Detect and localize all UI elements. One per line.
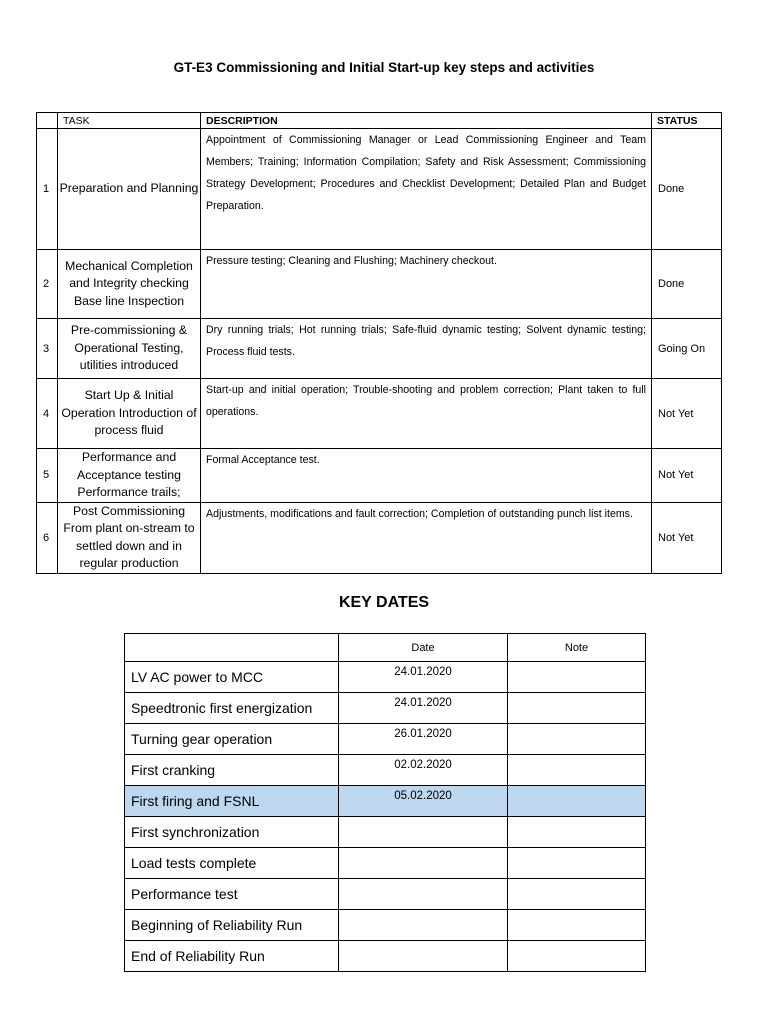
milestone-label: First firing and FSNL (125, 786, 339, 817)
task-description: Pressure testing; Cleaning and Flushing; Machinery checkout. (201, 250, 652, 319)
table-row (125, 817, 646, 848)
milestone-note (508, 755, 646, 786)
milestone-note (508, 817, 646, 848)
milestone-date: 02.02.2020 (339, 755, 508, 786)
tasks-header-row (37, 113, 722, 129)
table-row (37, 502, 722, 573)
milestone-date (339, 848, 508, 879)
task-number: 3 (37, 319, 58, 379)
task-number: 5 (37, 449, 58, 503)
milestone-note (508, 724, 646, 755)
table-row (125, 724, 646, 755)
milestone-label: End of Reliability Run (125, 941, 339, 972)
header-status: STATUS (652, 113, 722, 129)
table-row (125, 755, 646, 786)
task-name: Performance and Acceptance testing Performance trails; (58, 449, 201, 503)
milestone-note (508, 910, 646, 941)
key-dates-table (124, 633, 646, 972)
task-description: Dry running trials; Hot running trials; Safe-fluid dynamic testing; Solvent dynamic testing; Process fluid tests. (201, 319, 652, 379)
table-row (125, 786, 646, 817)
header-note: Note (508, 634, 646, 662)
milestone-date (339, 817, 508, 848)
task-number: 2 (37, 250, 58, 319)
milestone-label: Beginning of Reliability Run (125, 910, 339, 941)
task-number: 6 (37, 502, 58, 573)
milestone-date: 24.01.2020 (339, 693, 508, 724)
milestone-label: First synchronization (125, 817, 339, 848)
milestone-note (508, 879, 646, 910)
table-row (37, 250, 722, 319)
key-dates-title: KEY DATES (338, 594, 430, 611)
table-row (37, 379, 722, 449)
task-name: Pre-commissioning & Operational Testing, utilities introduced (58, 319, 201, 379)
milestone-date: 24.01.2020 (339, 662, 508, 693)
task-status: Going On (652, 319, 722, 379)
milestone-date: 26.01.2020 (339, 724, 508, 755)
milestone-label: Speedtronic first energization (125, 693, 339, 724)
milestone-note (508, 786, 646, 817)
header-task: TASK (58, 113, 201, 129)
milestone-date: 05.02.2020 (339, 786, 508, 817)
milestone-label: Turning gear operation (125, 724, 339, 755)
task-description: Start-up and initial operation; Trouble-shooting and problem correction; Plant taken to full operations. (201, 379, 652, 449)
table-row (37, 129, 722, 250)
task-status: Done (652, 129, 722, 250)
milestone-date (339, 910, 508, 941)
task-number: 1 (37, 129, 58, 250)
task-status: Done (652, 250, 722, 319)
milestone-note (508, 693, 646, 724)
task-name: Post Commissioning From plant on-stream to settled down and in regular production (58, 502, 201, 573)
task-number: 4 (37, 379, 58, 449)
milestone-note (508, 941, 646, 972)
table-row (125, 941, 646, 972)
table-row (37, 449, 722, 503)
task-name: Preparation and Planning (58, 129, 201, 250)
header-label (125, 634, 339, 662)
milestone-date (339, 941, 508, 972)
milestone-label: Load tests complete (125, 848, 339, 879)
milestone-label: First cranking (125, 755, 339, 786)
tasks-table (36, 112, 722, 574)
task-description: Formal Acceptance test. (201, 449, 652, 503)
table-row (125, 662, 646, 693)
header-num (37, 113, 58, 129)
task-status: Not Yet (652, 449, 722, 503)
header-date: Date (339, 634, 508, 662)
key-dates-header-row (125, 634, 646, 662)
task-name: Start Up & Initial Operation Introduction of process fluid (58, 379, 201, 449)
header-description: DESCRIPTION (201, 113, 652, 129)
milestone-label: LV AC power to MCC (125, 662, 339, 693)
page-title: GT-E3 Commissioning and Initial Start-up key steps and activities (173, 60, 595, 75)
table-row (125, 879, 646, 910)
task-status: Not Yet (652, 379, 722, 449)
milestone-label: Performance test (125, 879, 339, 910)
table-row (125, 910, 646, 941)
table-row (37, 319, 722, 379)
milestone-date (339, 879, 508, 910)
task-name: Mechanical Completion and Integrity checking Base line Inspection (58, 250, 201, 319)
table-row (125, 848, 646, 879)
milestone-note (508, 662, 646, 693)
task-status: Not Yet (652, 502, 722, 573)
task-description: Adjustments, modifications and fault correction; Completion of outstanding punch list items. (201, 502, 652, 573)
table-row (125, 693, 646, 724)
milestone-note (508, 848, 646, 879)
task-description: Appointment of Commissioning Manager or Lead Commissioning Engineer and Team Members; Training; Information Compilation; Safety and Risk Assessment; Commissioning Strategy Development; Procedures and Checklist Development; Detailed Plan and Budget Preparation. (201, 129, 652, 250)
